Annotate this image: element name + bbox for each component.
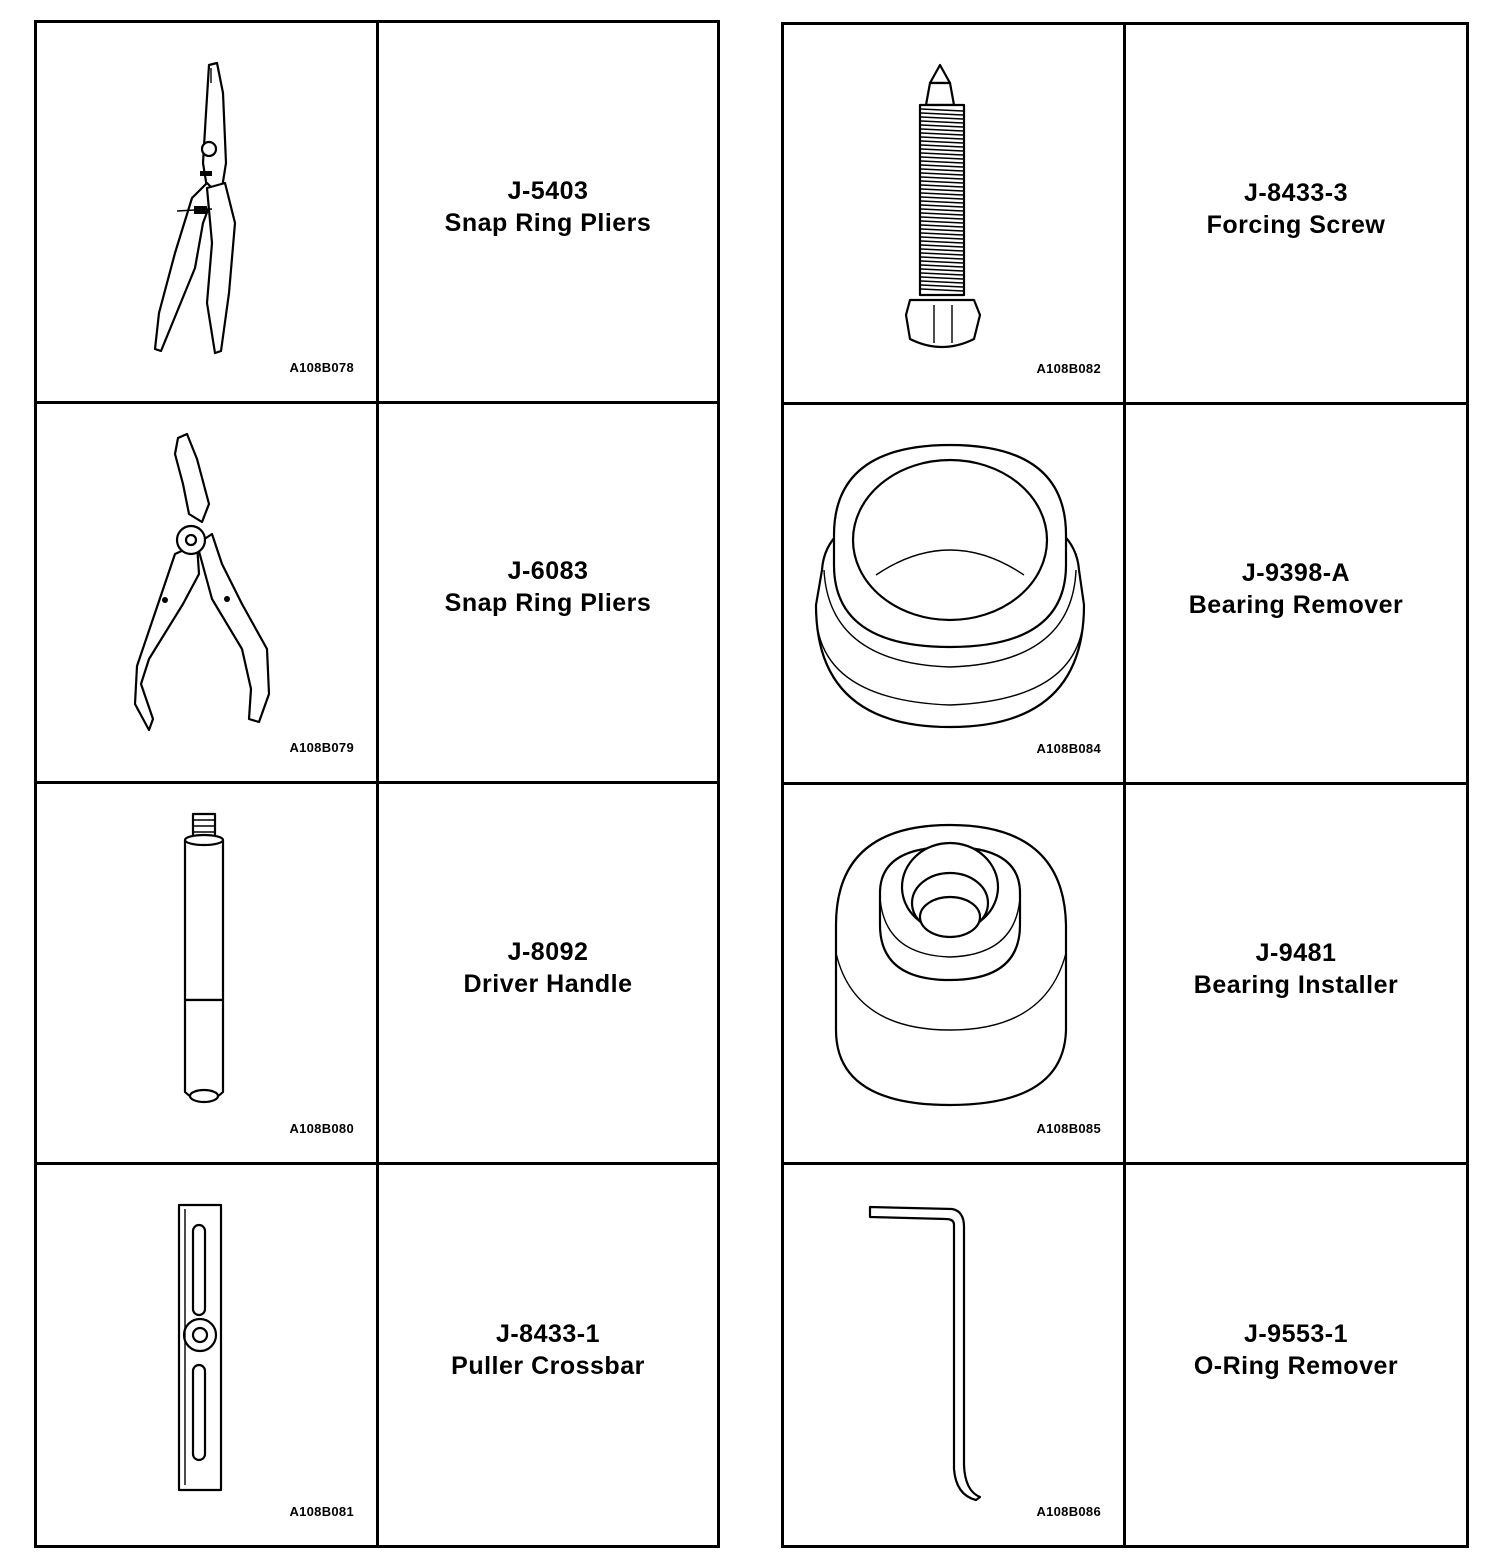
tool-illustration-cell (37, 784, 379, 1162)
figure-id: A108B082 (1036, 361, 1101, 376)
tool-row (784, 785, 1466, 1165)
tool-description-cell (379, 784, 717, 1162)
snap-ring-pliers-bent-icon (37, 404, 376, 784)
puller-crossbar-icon (37, 1165, 376, 1545)
figure-id: A108B080 (289, 1120, 354, 1136)
bearing-remover-icon (784, 405, 1123, 785)
tool-number: J-8433-1 (495, 1319, 601, 1348)
tool-illustration-cell (784, 785, 1126, 1162)
tool-name: Snap Ring Pliers (444, 589, 652, 618)
tool-row (37, 404, 717, 785)
driver-handle-icon (37, 784, 376, 1164)
tool-number: J-9481 (1255, 938, 1337, 967)
tool-number: J-8433-3 (1243, 178, 1349, 207)
tool-illustration-cell (784, 405, 1126, 782)
tool-name: Forcing Screw (1206, 210, 1386, 239)
tool-name: Bearing Installer (1193, 970, 1399, 999)
tool-row (37, 23, 717, 404)
bearing-installer-icon (784, 785, 1123, 1165)
tool-illustration-cell (37, 1165, 379, 1546)
tool-illustration-cell (784, 1165, 1126, 1545)
figure-id: A108B085 (1036, 1121, 1101, 1136)
tool-row (784, 1165, 1466, 1545)
o-ring-remover-icon (784, 1165, 1123, 1545)
special-tools-table-right (781, 22, 1469, 1548)
figure-id: A108B086 (1036, 1504, 1101, 1519)
tool-number: J-9553-1 (1243, 1320, 1349, 1348)
tool-name: O-Ring Remover (1193, 1352, 1399, 1380)
tool-row (784, 405, 1466, 785)
figure-id: A108B081 (289, 1504, 354, 1519)
tool-description-cell (379, 23, 717, 401)
figure-id: A108B079 (289, 740, 354, 755)
forcing-screw-icon (784, 25, 1123, 405)
figure-id: A108B084 (1036, 741, 1101, 756)
tool-name: Puller Crossbar (451, 1351, 645, 1380)
tool-illustration-cell (37, 404, 379, 782)
tool-number: J-8092 (507, 937, 589, 966)
tool-row (37, 1165, 717, 1546)
tool-description-cell (379, 404, 717, 782)
tool-number: J-6083 (507, 557, 589, 586)
tool-row (784, 25, 1466, 405)
tool-illustration-cell (784, 25, 1126, 402)
tool-row (37, 784, 717, 1165)
tool-illustration-cell (37, 23, 379, 401)
tool-description-cell (379, 1165, 717, 1546)
tool-description-cell (1126, 405, 1466, 782)
tool-number: J-5403 (507, 176, 589, 205)
tool-name: Bearing Remover (1188, 590, 1404, 619)
snap-ring-pliers-straight-icon (37, 23, 376, 403)
special-tools-table-left (34, 20, 720, 1548)
figure-id: A108B078 (289, 359, 354, 375)
tool-name: Driver Handle (463, 969, 633, 998)
tool-number: J-9398-A (1241, 558, 1351, 587)
tool-description-cell (1126, 25, 1466, 402)
tool-name: Snap Ring Pliers (444, 208, 652, 237)
tool-description-cell (1126, 785, 1466, 1162)
tool-description-cell (1126, 1165, 1466, 1545)
